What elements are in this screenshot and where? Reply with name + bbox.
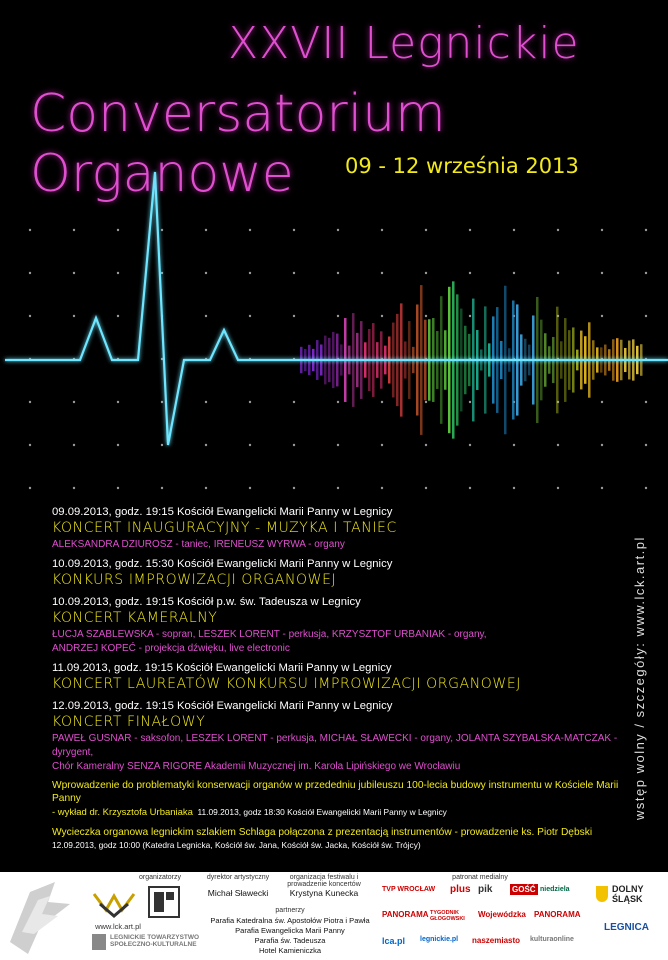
event-performers: Chór Kameralny SENZA RIGORE Akademii Muzycznej im. Karola Lipińskiego we Wrocławiu: [52, 761, 461, 772]
grid-dot: [425, 401, 427, 403]
side-text: wstęp wolny / szczegóły: www.lck.art.pl: [632, 536, 647, 820]
grid-dot: [73, 315, 75, 317]
grid-dot: [557, 229, 559, 231]
media-logo-tygodnik: TYGODNIK GŁOGOWSKI: [430, 910, 465, 922]
grid-dot: [645, 229, 647, 231]
event-performers: ALEKSANDRA DZIUROSZ - taniec, IRENEUSZ WYRWA - organy: [52, 539, 345, 550]
footer: [0, 872, 668, 960]
grid-dot: [513, 272, 515, 274]
grid-dot: [601, 444, 603, 446]
grid-dot: [337, 401, 339, 403]
grid-dot: [601, 229, 603, 231]
media-logo-panorama: PANORAMA: [382, 910, 429, 919]
grid-dot: [513, 444, 515, 446]
partners-label: partnerzy: [275, 907, 305, 914]
director-name: Michał Sławecki: [207, 888, 269, 898]
grid-dot: [249, 315, 251, 317]
grid-dot: [469, 487, 471, 489]
city-name: LEGNICA: [604, 922, 649, 933]
grid-dot: [205, 315, 207, 317]
grid-dot: [337, 315, 339, 317]
media-logo-niedziela: niedziela: [540, 886, 570, 893]
grid-dot: [469, 315, 471, 317]
media-logo-kulturaonline: kulturaonline: [530, 936, 574, 943]
grid-dot: [29, 229, 31, 231]
event-2: [52, 557, 622, 590]
media-logo-plus: plus: [450, 884, 471, 895]
grid-dot: [249, 229, 251, 231]
note-date: 12.09.2013, godz 10:00 (Katedra Legnicka, Kościół św. Jana, Kościół św. Jacka, Kościół św. Trójcy): [52, 840, 421, 850]
grid-dot: [29, 272, 31, 274]
excursion-note: [52, 826, 622, 851]
event-head: 12.09.2013, godz. 19:15 Kościół Ewangelicki Marii Panny w Legnicy: [52, 700, 393, 712]
director-label: dyrektor artystyczny: [206, 874, 270, 881]
grid-dot: [381, 444, 383, 446]
grid-dot: [205, 401, 207, 403]
lck-url: www.lck.art.pl: [95, 922, 141, 931]
grid-dot: [249, 272, 251, 274]
event-head: 09.09.2013, godz. 19:15 Kościół Ewangelicki Marii Panny w Legnicy: [52, 506, 393, 518]
grid-dot: [293, 444, 295, 446]
event-performers: ŁUCJA SZABLEWSKA - sopran, LESZEK LORENT - perkusja, KRZYSZTOF URBANIAK - organy,: [52, 629, 487, 640]
grid-dot: [205, 272, 207, 274]
grid-dot: [425, 315, 427, 317]
grid-dot: [205, 229, 207, 231]
grid-dot: [117, 487, 119, 489]
media-logo-wojewodzka: Wojewódzka: [478, 910, 526, 919]
grid-dot: [645, 401, 647, 403]
event-performers: PAWEŁ GUSNAR - saksofon, LESZEK LORENT - perkusja, MICHAŁ SŁAWECKI - organy, JOLANTA SZYBALSKA-MATCZAK - dyrygent,: [52, 733, 618, 758]
event-3: [52, 595, 622, 656]
event-head: 10.09.2013, godz. 19:15 Kościół p.w. św. Tadeusza w Legnicy: [52, 596, 361, 608]
grid-dot: [117, 272, 119, 274]
grid-dot: [293, 401, 295, 403]
organization-name: Krystyna Kunecka: [289, 888, 359, 898]
grid-dot: [557, 444, 559, 446]
grid-dot: [601, 401, 603, 403]
note-text: - wykład dr. Krzysztofa Urbaniaka: [52, 807, 193, 818]
grid-dot: [29, 487, 31, 489]
event-head: 11.09.2013, godz. 19:15 Kościół Ewangelicki Marii Panny w Legnicy: [52, 662, 392, 674]
grid-dot: [293, 272, 295, 274]
media-logo-naszemiasto: naszemiasto: [472, 936, 521, 945]
grid-dot: [601, 315, 603, 317]
event-performers: ANDRZEJ KOPEĆ - projekcja dźwięku, live electronic: [52, 643, 290, 654]
grid-dot: [425, 487, 427, 489]
event-4: [52, 661, 622, 694]
grid-dot: [425, 272, 427, 274]
grid-dot: [337, 444, 339, 446]
grid-dot: [29, 444, 31, 446]
media-logo-tvp: TVP WROCŁAW: [382, 886, 436, 893]
grid-dot: [293, 229, 295, 231]
grid-dot: [29, 401, 31, 403]
grid-dot: [513, 487, 515, 489]
media-logo-lca: lca.pl: [382, 936, 406, 946]
grid-dot: [73, 272, 75, 274]
partner-3: Parafia św. Tadeusza: [254, 936, 326, 945]
grid-dot: [117, 401, 119, 403]
grid-dot: [557, 272, 559, 274]
grid-dot: [293, 315, 295, 317]
event-title: KONCERT LAUREATÓW KONKURSU IMPROWIZACJI ORGANOWEJ: [52, 676, 522, 692]
grid-dot: [469, 229, 471, 231]
grid-dot: [645, 272, 647, 274]
grid-dot: [381, 229, 383, 231]
media-label: patronat medialny: [452, 874, 508, 881]
grid-dot: [601, 272, 603, 274]
lck-logo-icon: [92, 886, 136, 918]
media-logo-panorama2: PANORAMA: [534, 910, 581, 919]
dolny-slask-crest-icon: [596, 886, 608, 902]
media-logo-pik: pik: [478, 884, 493, 895]
organizer-logo-icon: [148, 886, 180, 918]
note-date: 11.09.2013, godz 18:30 Kościół Ewangelicki Marii Panny w Legnicy: [197, 807, 447, 817]
grid-dot: [337, 229, 339, 231]
event-title: KONCERT FINAŁOWY: [52, 714, 206, 730]
organization-label: organizacja festiwalu i prowadzenie koncertów: [287, 874, 361, 888]
grid-dot: [381, 401, 383, 403]
lecture-note: [52, 779, 622, 819]
ltsk-name: LEGNICKIE TOWARZYSTWO SPOŁECZNO-KULTURALNE: [110, 934, 200, 948]
grid-dot: [73, 401, 75, 403]
grid-dot: [117, 315, 119, 317]
grid-dot: [205, 487, 207, 489]
partner-2: Parafia Ewangelicka Marii Panny: [235, 926, 345, 935]
grid-dot: [645, 444, 647, 446]
organizers-label: organizatorzy: [138, 874, 182, 881]
grid-dot: [601, 487, 603, 489]
grid-dot: [249, 487, 251, 489]
grid-dot: [249, 401, 251, 403]
title-line2: Conversatorium Organowe: [30, 84, 446, 204]
grid-dot: [337, 487, 339, 489]
grid-dot: [117, 444, 119, 446]
grid-dot: [469, 272, 471, 274]
ltsk-logo-icon: [92, 934, 106, 950]
bird-logo-icon: [0, 872, 80, 960]
grid-dot: [425, 444, 427, 446]
festival-dates: 09 - 12 września 2013: [345, 154, 579, 178]
grid-dot: [513, 229, 515, 231]
grid-dot: [645, 315, 647, 317]
grid-dot: [73, 444, 75, 446]
note-text: Wycieczka organowa legnickim szlakiem Schlaga połączona z prezentacją instrumentów - prowadzenie ks. Piotr Dębski: [52, 827, 593, 838]
event-1: [52, 505, 622, 552]
grid-dot: [469, 401, 471, 403]
grid-dot: [469, 444, 471, 446]
grid-dot: [249, 444, 251, 446]
event-list: [52, 505, 622, 851]
media-logo-legnickie: legnickie.pl: [420, 936, 459, 943]
grid-dot: [161, 401, 163, 403]
grid-dot: [161, 487, 163, 489]
event-title: KONCERT KAMERALNY: [52, 610, 218, 626]
grid-dot: [293, 487, 295, 489]
region-name: DOLNY ŚLĄSK: [612, 884, 644, 904]
media-logo-gosc: GOŚĆ: [512, 885, 536, 894]
partner-4: Hotel Kamieniczka: [258, 946, 322, 955]
note-text: Wprowadzenie do problematyki konserwacji organów w przededniu jubileuszu 100-lecia budowy instrumentu w Kościele Marii Panny: [52, 780, 619, 804]
grid-dot: [645, 487, 647, 489]
grid-dot: [29, 315, 31, 317]
heartbeat-line: [5, 172, 668, 445]
event-head: 10.09.2013, godz. 15:30 Kościół Ewangelicki Marii Panny w Legnicy: [52, 558, 393, 570]
grid-dot: [117, 229, 119, 231]
grid-dot: [425, 229, 427, 231]
grid-dot: [161, 229, 163, 231]
grid-dot: [337, 272, 339, 274]
event-5: [52, 699, 622, 774]
grid-dot: [381, 487, 383, 489]
grid-dot: [381, 272, 383, 274]
grid-dot: [161, 444, 163, 446]
grid-dot: [73, 229, 75, 231]
grid-dot: [381, 315, 383, 317]
partner-1: Parafia Katedralna św. Apostołów Piotra i Pawła: [210, 916, 370, 925]
grid-dot: [557, 487, 559, 489]
event-title: KONCERT INAUGURACYJNY - MUZYKA I TANIEC: [52, 520, 397, 536]
grid-dot: [161, 272, 163, 274]
grid-dot: [73, 487, 75, 489]
note-line: [52, 805, 622, 819]
grid-dot: [205, 444, 207, 446]
title-line1: XXVII Legnickie: [228, 18, 580, 69]
event-title: KONKURS IMPROWIZACJI ORGANOWEJ: [52, 572, 337, 588]
